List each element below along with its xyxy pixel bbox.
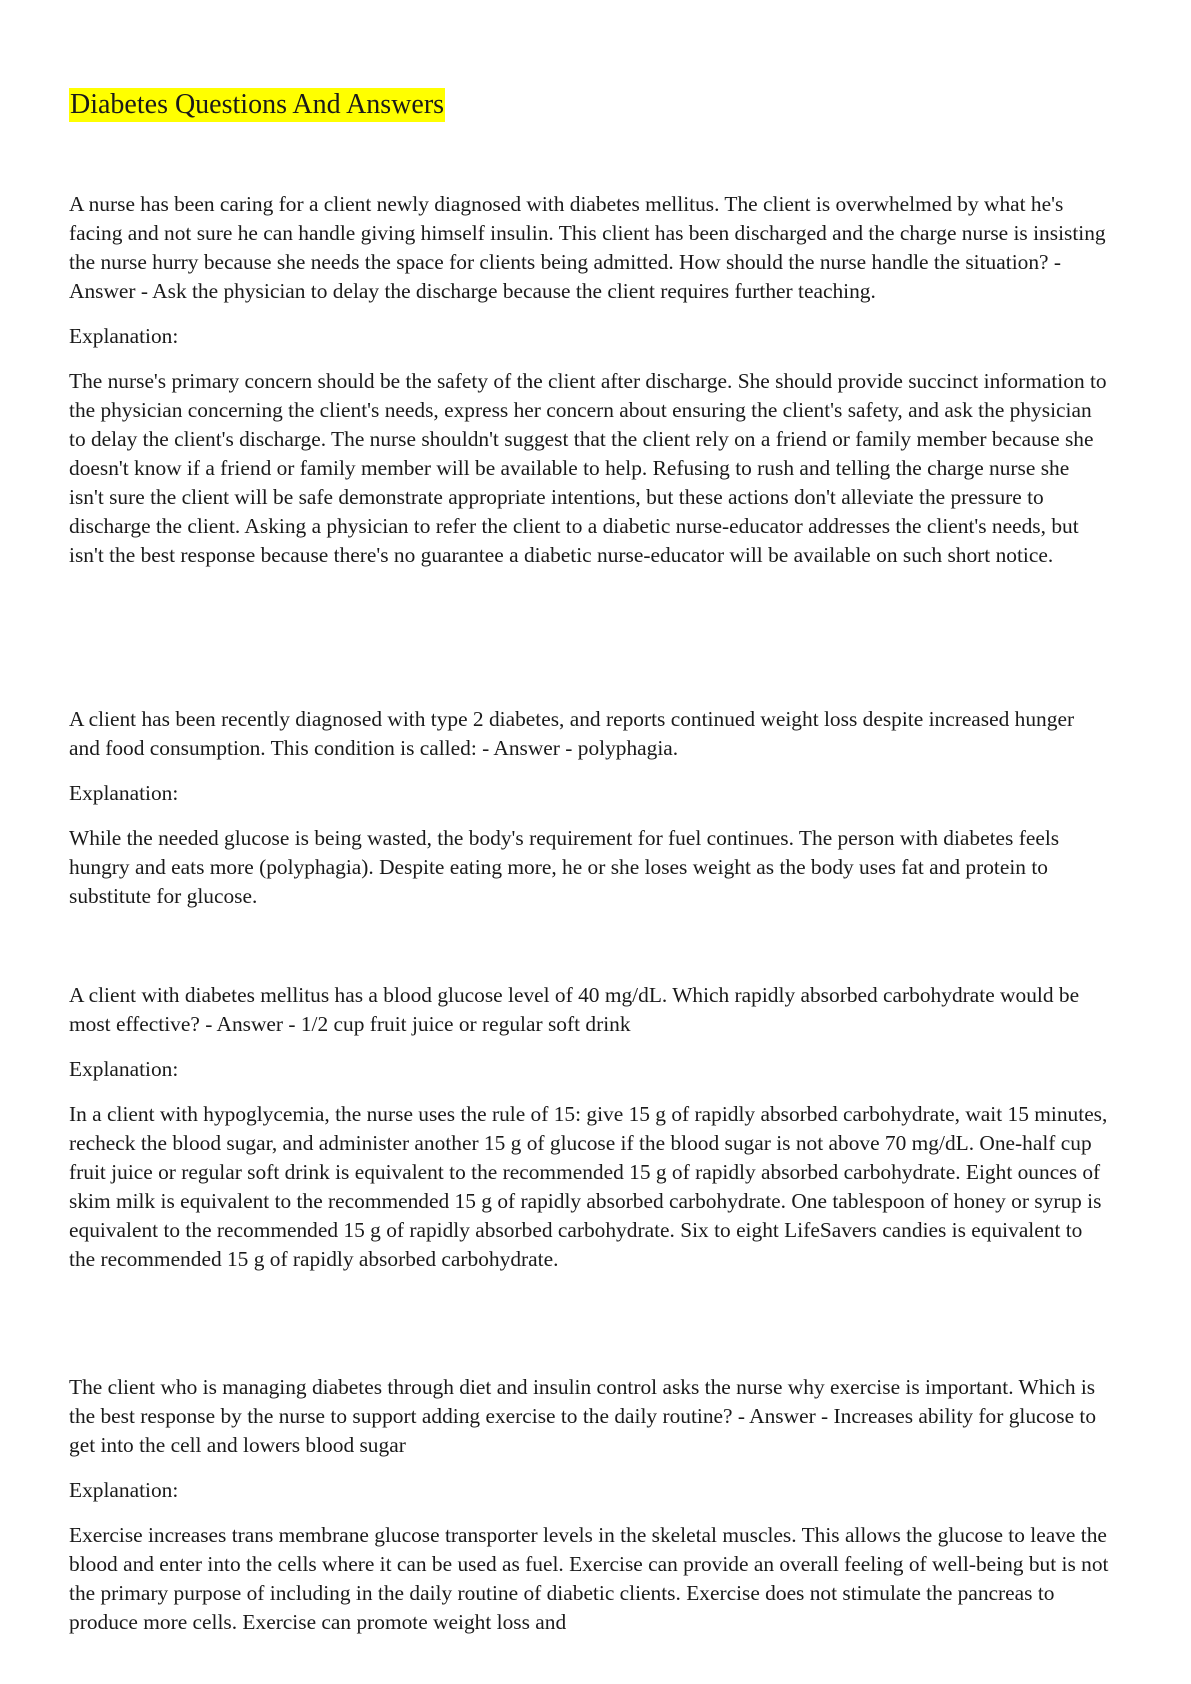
qa-block-2: [69, 705, 1133, 911]
document-title: Diabetes Questions And Answers: [70, 89, 445, 120]
qa-block-1: [69, 190, 1133, 570]
explanation-label: Explanation:: [69, 324, 179, 348]
question-text: A client with diabetes mellitus has a blood glucose level of 40 mg/dL. Which rapidly absorbed carbohydrate would be most effective? - Answer - 1/2 cup fruit juice or regular soft drink: [69, 983, 1080, 1036]
explanation-label: Explanation:: [69, 1478, 179, 1502]
question-text: A nurse has been caring for a client newly diagnosed with diabetes mellitus. The client is overwhelmed by what he's facing and not sure he can handle giving himself insulin. This client has been discharged and the charge nurse is insisting the nurse hurry because she needs the space for clients being admitted. How should the nurse handle the situation? - Answer - Ask the physician to delay the discharge because the client requires further teaching.: [69, 192, 1106, 303]
document-page: [69, 88, 1133, 122]
question-text: A client has been recently diagnosed with type 2 diabetes, and reports continued weight loss despite increased hunger and food consumption. This condition is called: - Answer - polyphagia.: [69, 707, 1075, 760]
explanation-text: Exercise increases trans membrane glucose transporter levels in the skeletal muscles. This allows the glucose to leave the blood and enter into the cells where it can be used as fuel. Exercise can provide an overall feeling of well-being but is not the primary purpose of including in the daily routine of diabetic clients. Exercise does not stimulate the pancreas to produce more cells. Exercise can promote weight loss and: [69, 1523, 1109, 1634]
question-text: The client who is managing diabetes through diet and insulin control asks the nurse why exercise is important. Which is the best response by the nurse to support adding exercise to the daily routine? - Answer - Increases ability for glucose to get into the cell and lowers blood sugar: [69, 1375, 1097, 1457]
qa-block-4: [69, 1373, 1133, 1637]
explanation-label: Explanation:: [69, 781, 179, 805]
explanation-text: The nurse's primary concern should be the safety of the client after discharge. She should provide succinct information to the physician concerning the client's needs, express her concern about ensuring the client's safety, and ask the physician to delay the client's discharge. The nurse shouldn't suggest that the client rely on a friend or family member because she doesn't know if a friend or family member will be available to help. Refusing to rush and telling the charge nurse she isn't sure the client will be safe demonstrate appropriate intentions, but these actions don't alleviate the pressure to discharge the client. Asking a physician to refer the client to a diabetic nurse-educator addresses the client's needs, but isn't the best response because there's no guarantee a diabetic nurse-educator will be available on such short notice.: [69, 369, 1107, 567]
explanation-text: In a client with hypoglycemia, the nurse uses the rule of 15: give 15 g of rapidly absorbed carbohydrate, wait 15 minutes, recheck the blood sugar, and administer another 15 g of glucose if the blood sugar is not above 70 mg/dL. One-half cup fruit juice or regular soft drink is equivalent to the recommended 15 g of rapidly absorbed carbohydrate. Eight ounces of skim milk is equivalent to the recommended 15 g of rapidly absorbed carbohydrate. One tablespoon of honey or syrup is equivalent to the recommended 15 g of rapidly absorbed carbohydrate. Six to eight LifeSavers candies is equivalent to the recommended 15 g of rapidly absorbed carbohydrate.: [69, 1102, 1108, 1271]
explanation-text: While the needed glucose is being wasted, the body's requirement for fuel continues. The person with diabetes feels hungry and eats more (polyphagia). Despite eating more, he or she loses weight as the body uses fat and protein to substitute for glucose.: [69, 826, 1060, 908]
explanation-label: Explanation:: [69, 1057, 179, 1081]
qa-block-3: [69, 981, 1133, 1274]
